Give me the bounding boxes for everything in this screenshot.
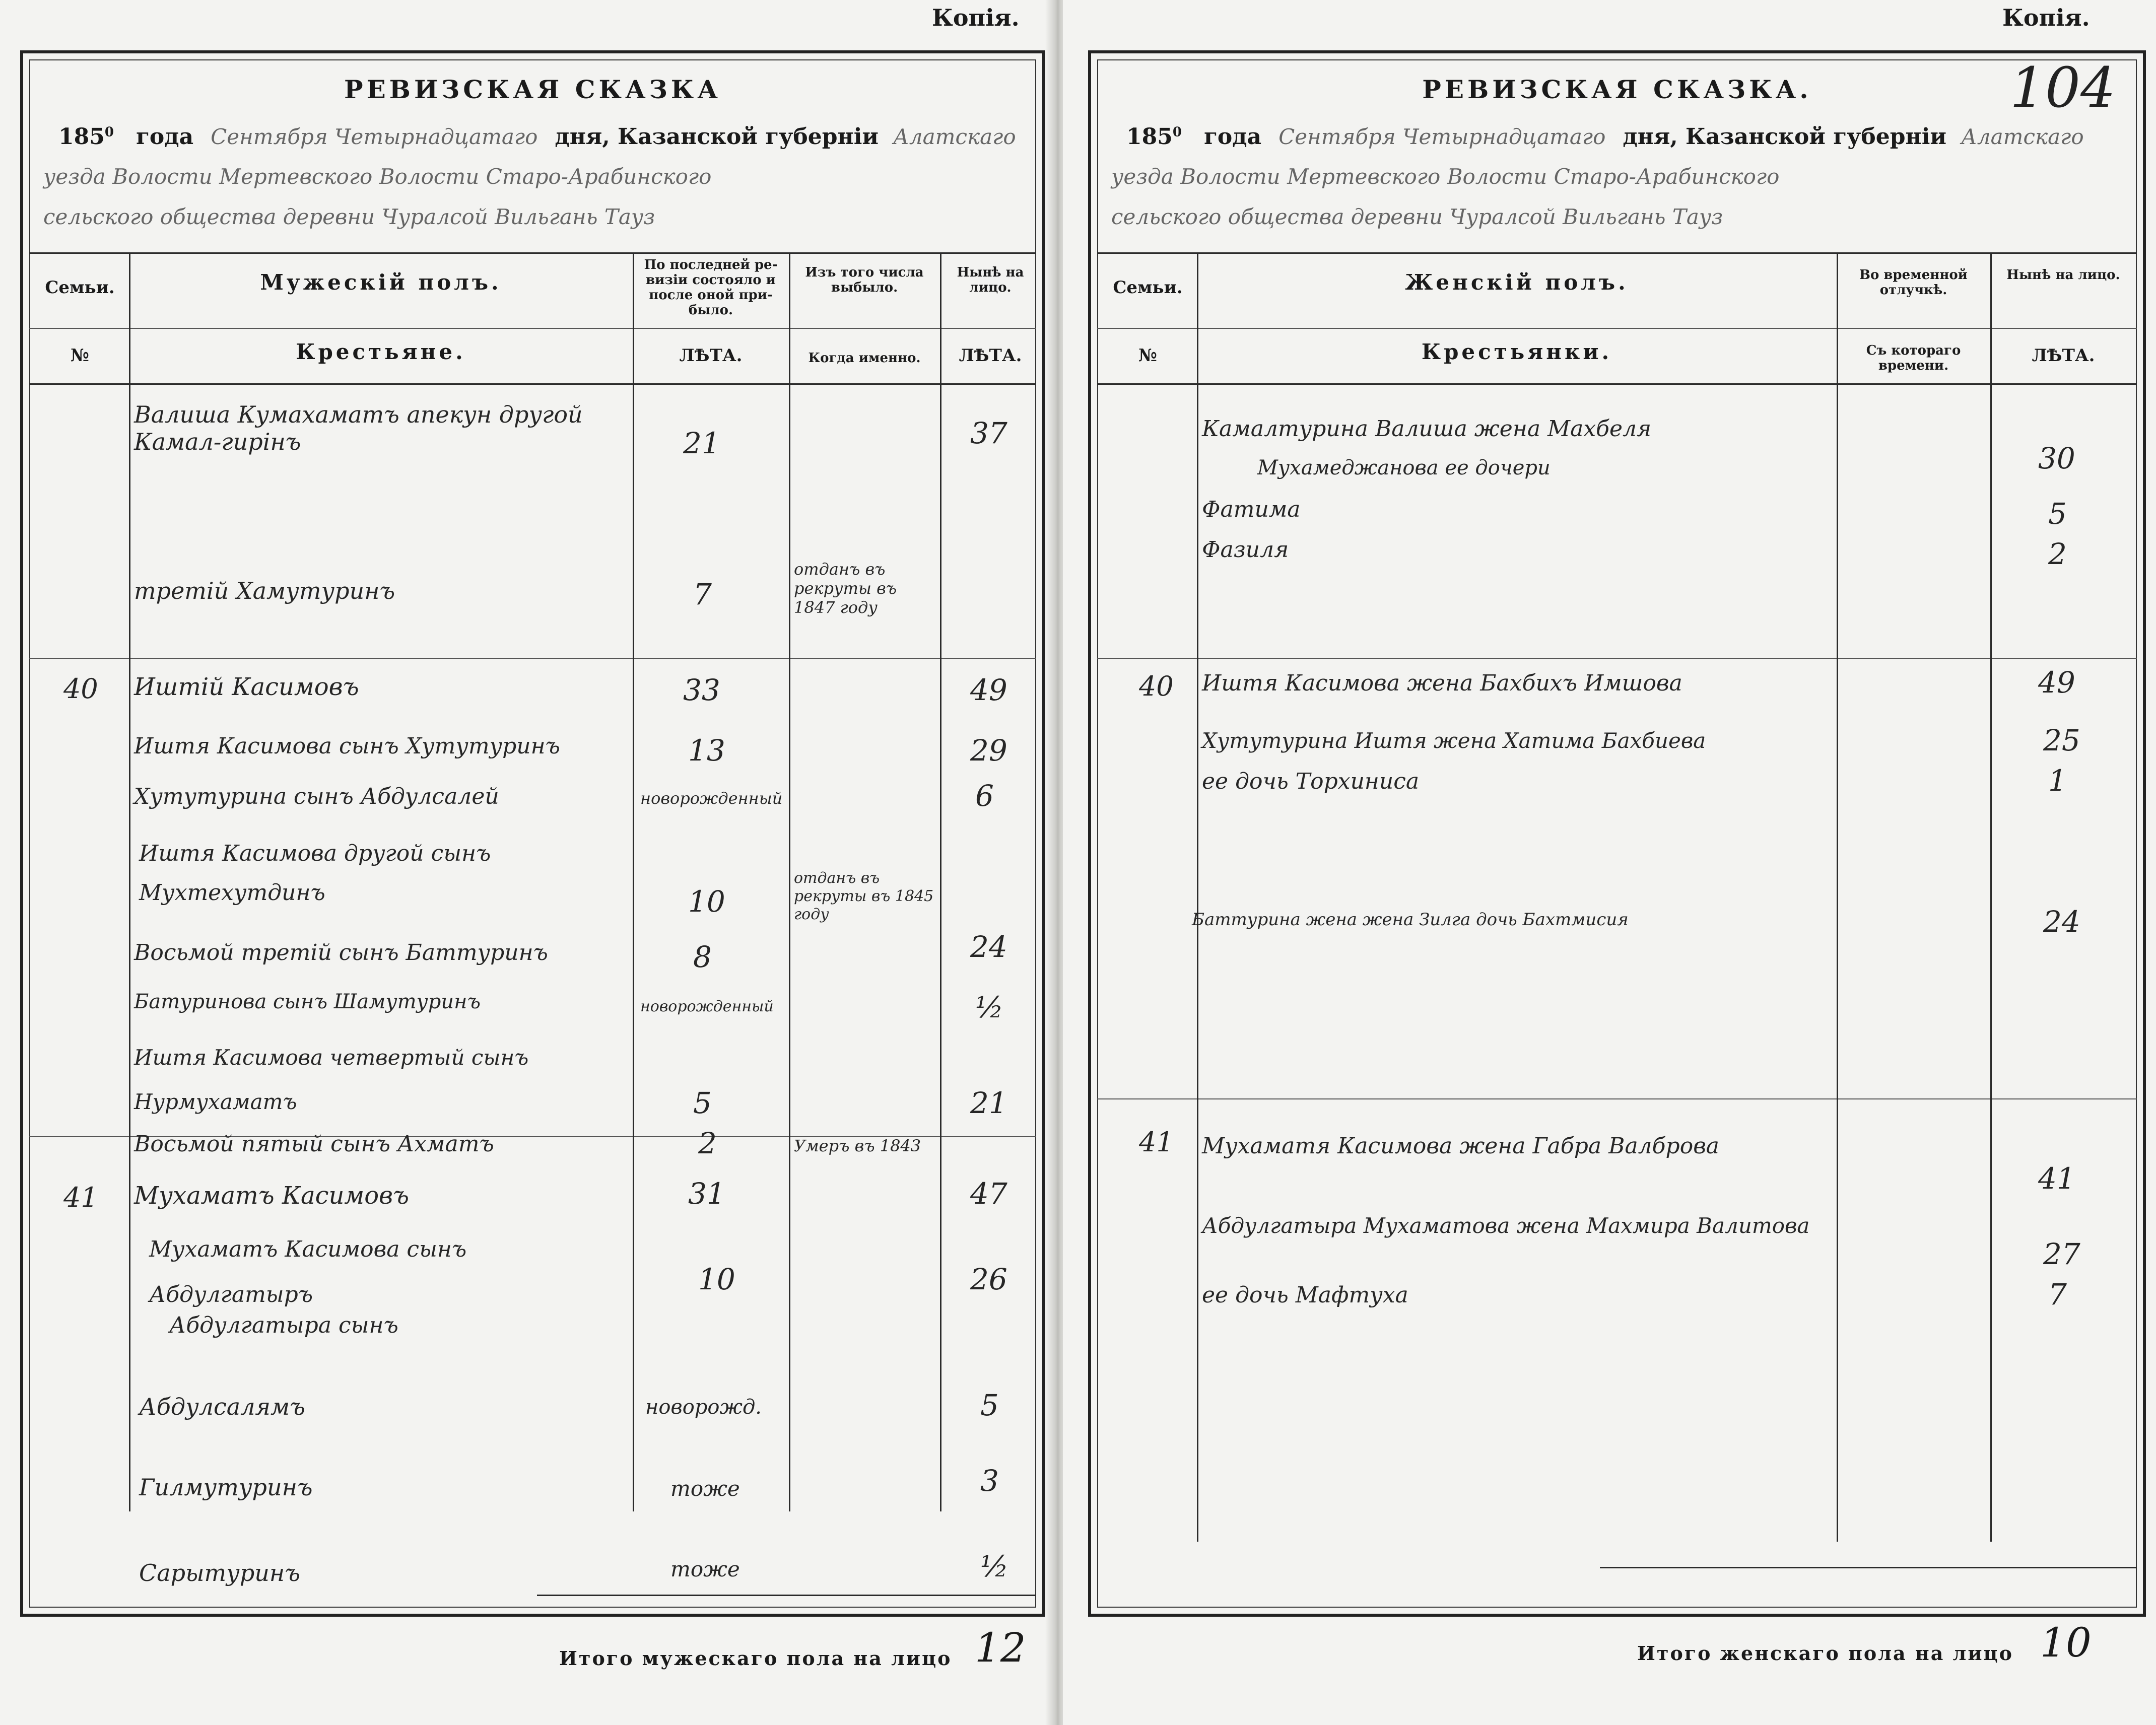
col-now-years: ЛѢТА. — [959, 346, 1022, 366]
header-line-2: уезда Волости Мертевского Волости Старо-Арабинского — [1111, 164, 1780, 189]
col-sex: Женскій полъ. — [1405, 270, 1629, 295]
col-now: Нынѣ на лицо. — [957, 265, 1024, 295]
col-now-years: ЛѢТА. — [2032, 346, 2095, 366]
copy-mark: Копія. — [932, 4, 1020, 31]
header-line-3: сельского общества деревни Чуралсой Вильгань Тауз — [43, 204, 655, 229]
col-family-no: № — [1138, 346, 1157, 366]
header-line-3: сельского общества деревни Чуралсой Вильгань Тауз — [1111, 204, 1723, 229]
census-form-frame: РЕВИЗСКАЯ СКАЗКА. $185^0$ года Сентября Четырнадцатаго дня, Казанской губерніи Алатскаго уезда Волости Мертевского Волости Старо-Арабинского сельского общества деревни Чуралсой Вильгань Тауз Семьи. № Женскій полъ. Крестьянки. Во временной отлучкѣ. Съ котораго времени. Нынѣ на лицо. ЛѢТА. Камалтурина Валиша жена Махбеля 30 Мухамеджанова ее дочери Фатима 5 Фазиля 2 40 Иштя Касимова жена Бахбихъ Имшова 49 Хутутурина Иштя жена Хатима Бахбиева 25 ее дочь Торхиниса 1 Баттурина жена жена Зилга дочь Бахтмисия 24 41 Мухаматя Касимова жена Габра Валброва 41 Абдулгатыра Мухаматова жена Махмира Валитова 27 ее дочь Мафтуха 7 — [1088, 50, 2146, 1617]
left-page — [0, 0, 1053, 1725]
female-total-label: Итого женскаго пола на лицо — [1637, 1642, 2013, 1665]
right-page — [1063, 0, 2156, 1725]
header-line-1: $185^0$ года Сентября Четырнадцатаго дня, Казанской губерніи Алатскаго — [58, 124, 1016, 150]
col-absent: Во временной отлучкѣ. — [1859, 267, 1968, 298]
col-now: Нынѣ на лицо. — [2006, 267, 2120, 283]
male-total-label: Итого мужескаго пола на лицо — [559, 1647, 952, 1670]
female-total-value: 10 — [2040, 1619, 2092, 1666]
col-sex: Мужескій полъ. — [260, 270, 502, 295]
header-line-1: $185^0$ года Сентября Четырнадцатаго дня, Казанской губерніи Алатскаго — [1126, 124, 2084, 150]
header-line-2: уезда Волости Мертевского Волости Старо-Арабинского — [43, 164, 712, 189]
col-family: Семьи. — [45, 278, 115, 298]
col-family-no: № — [71, 346, 89, 366]
col-class: Крестьяне. — [296, 339, 466, 364]
copy-mark: Копія. — [2002, 4, 2090, 31]
col-when: Когда именно. — [808, 351, 921, 366]
form-title: РЕВИЗСКАЯ СКАЗКА. — [1422, 75, 1812, 104]
col-prev-revision: По последней ре- визіи состояло и после оной при- было. — [644, 257, 778, 318]
census-form-frame: РЕВИЗСКАЯ СКАЗКА $185^0$ года Сентября Четырнадцатаго дня, Казанской губерніи Алатскаго уезда Волости Мертевского Волости Старо-Арабинского сельского общества деревни Чуралсой Вильгань Тауз Семьи. № Мужескій полъ. Крестьяне. По последней ре- визіи состояло и после оной при- было. ЛѢТА. Изъ того числа выбыло. Когда именно. Нынѣ на лицо. ЛѢТА. Валиша Кумахаматъ апекун другой Камал-гирінъ 21 37 третій Хамутуринъ 7 отданъ въ рекруты въ 1847 году 40 Иштій Касимовъ 33 49 Иштя Касимова сынъ Хутутуринъ 13 29 Хутутурина сынъ Абдулсалей новорожденный 6 Иштя Касимова другой сынъ Мухтехутдинъ 10 отданъ въ рекруты въ 1845 году Восьмой третій сынъ Баттуринъ 8 24 Батуринова сынъ Шамутуринъ новорожденный ½ Иштя Касимова четвертый сынъ Нурмухаматъ 5 21 Восьмой пятый сынъ Ахматъ 2 Умеръ въ 1843 41 Мухаматъ Касимовъ 31 47 Мухаматъ Касимова сынъ Абдулгатыръ 10 26 Абдулгатыра сынъ Абдулсалямъ новорожд. 5 Гилмутуринъ тоже 3 Сарытуринъ тоже ½ — [20, 50, 1045, 1617]
archive-page-number: 104 — [2010, 55, 2116, 120]
col-since: Съ котораго времени. — [1866, 343, 1961, 373]
col-years: ЛѢТА. — [679, 346, 743, 366]
male-total-value: 12 — [975, 1624, 1026, 1671]
col-class: Крестьянки. — [1421, 339, 1612, 364]
col-left: Изъ того числа выбыло. — [805, 265, 924, 295]
form-title: РЕВИЗСКАЯ СКАЗКА — [344, 75, 722, 104]
col-family: Семьи. — [1113, 278, 1183, 298]
